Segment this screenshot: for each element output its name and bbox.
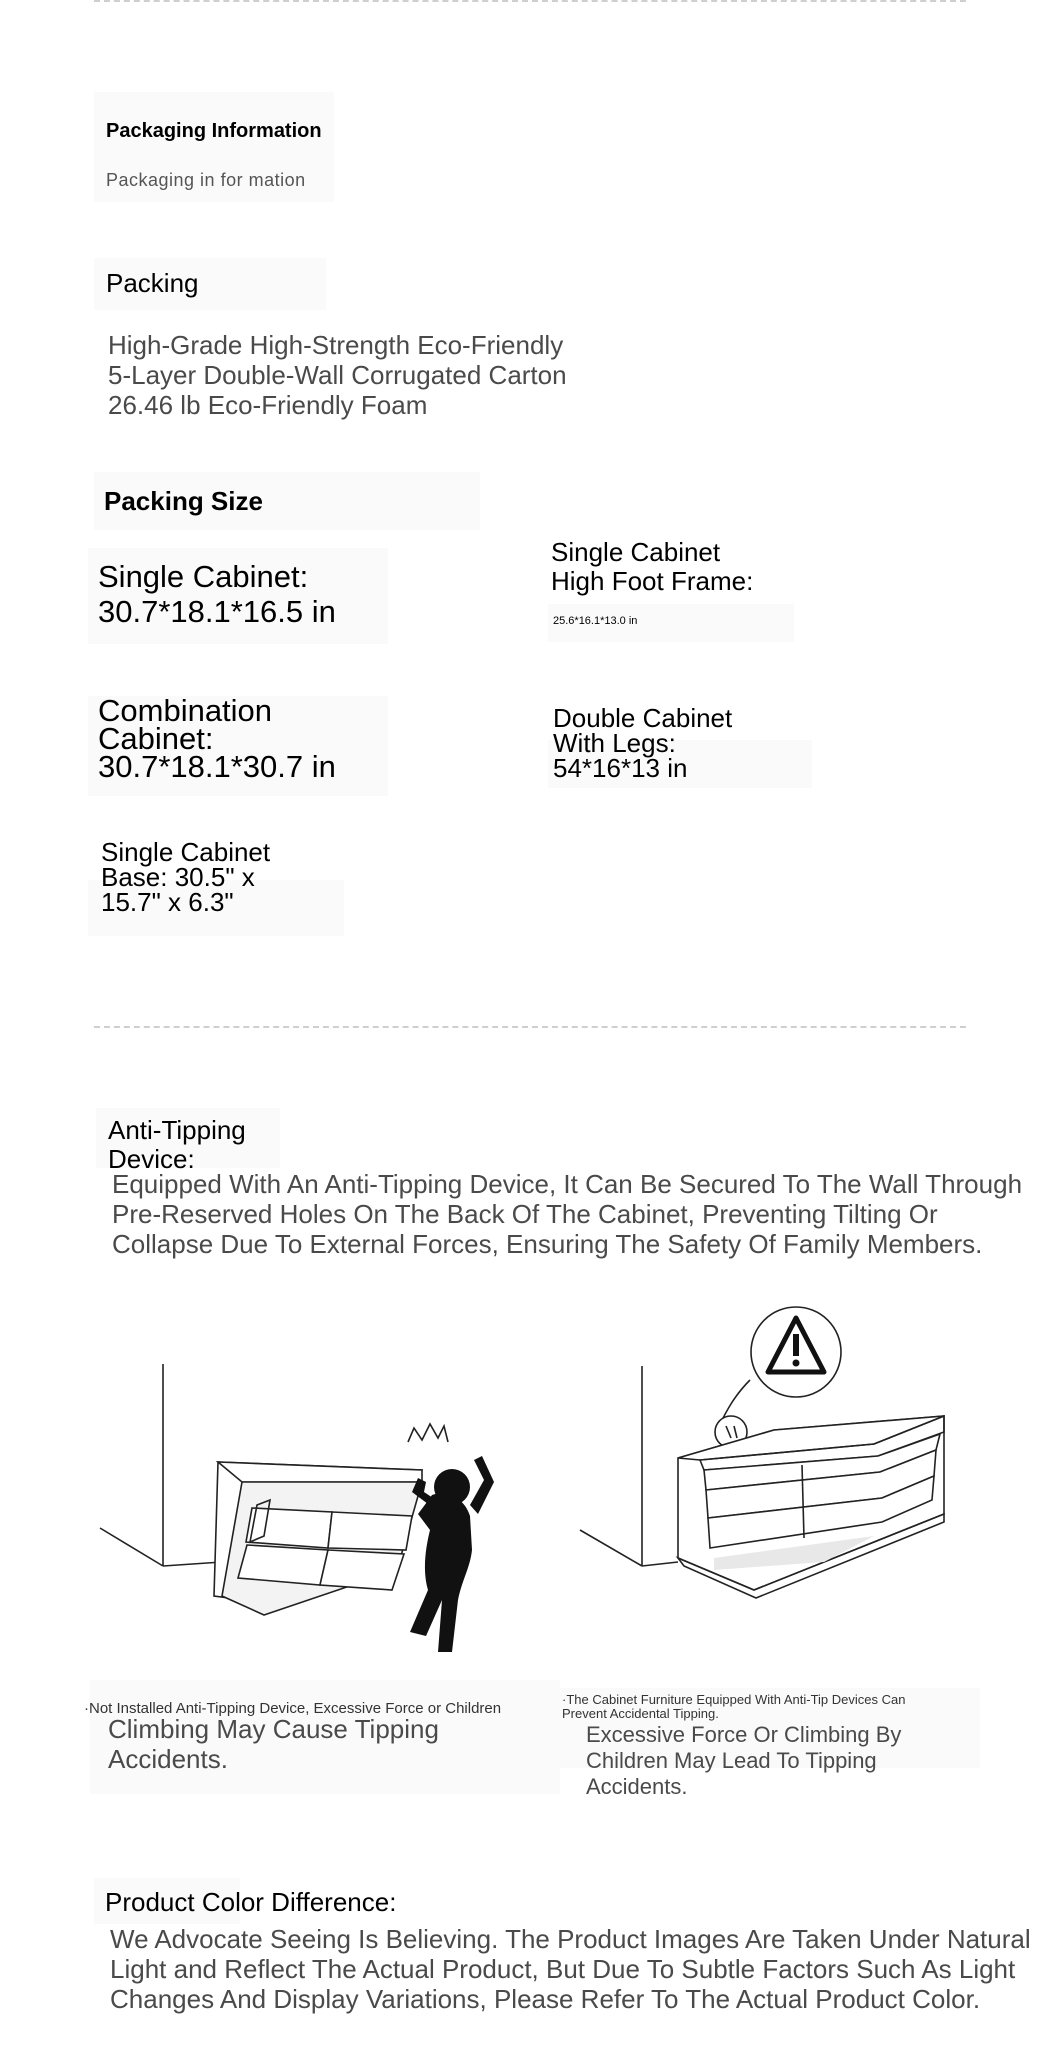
single-high-foot-label: Single Cabinet <box>551 537 721 567</box>
child-figure <box>410 1456 494 1652</box>
combination-label: Combination <box>98 693 273 728</box>
top-divider <box>94 0 966 2</box>
middle-divider <box>94 1026 966 1028</box>
secured-illustration <box>574 1300 974 1620</box>
anti-tipping-title <box>108 1116 246 1174</box>
packing-title: Packing <box>106 268 199 298</box>
left-caption-line: Accidents. <box>108 1744 228 1774</box>
double-legs-value: 54*16*13 in <box>553 753 688 783</box>
anti-tipping-line: Pre-Reserved Holes On The Back Of The Cabinet, Preventing Tilting Or <box>112 1199 938 1229</box>
packing-line: 5-Layer Double-Wall Corrugated Carton <box>108 360 567 390</box>
single-base-label: Single Cabinet <box>101 837 271 867</box>
single-base-label: Base: 30.5" x <box>101 862 255 892</box>
color-difference-line: Light and Reflect The Actual Product, But Due To Subtle Factors Such As Light <box>110 1954 1016 1984</box>
right-caption-line: Accidents. <box>586 1774 688 1799</box>
right-caption-small-line: ·The Cabinet Furniture Equipped With Anti-Tip Devices Can <box>562 1692 906 1707</box>
anti-tipping-description <box>112 1169 1022 1259</box>
single-cabinet-value: 30.7*18.1*16.5 in <box>98 594 336 629</box>
left-caption-small: ·Not Installed Anti-Tipping Device, Excessive Force or Children <box>84 1700 502 1717</box>
floor-line <box>163 1562 222 1566</box>
tipping-illustration <box>92 1300 522 1670</box>
anti-tipping-line: Equipped With An Anti-Tipping Device, It Can Be Secured To The Wall Through <box>112 1169 1023 1199</box>
floor-line <box>580 1530 642 1566</box>
double-legs-size <box>553 703 733 783</box>
color-difference-title: Product Color Difference: <box>105 1887 397 1917</box>
right-caption-line: Excessive Force Or Climbing By <box>586 1722 902 1747</box>
right-caption-line: Children May Lead To Tipping <box>586 1748 877 1773</box>
right-caption-small <box>562 1693 905 1721</box>
left-caption <box>108 1714 439 1774</box>
anti-tipping-title-line: Device: <box>108 1144 195 1174</box>
color-difference-line: We Advocate Seeing Is Believing. The Product Images Are Taken Under Natural <box>110 1924 1031 1954</box>
single-base-size <box>101 837 271 917</box>
packing-description <box>108 330 567 420</box>
single-high-foot-value: 25.6*16.1*13.0 in <box>553 615 638 627</box>
single-cabinet-label: Single Cabinet: <box>98 559 309 594</box>
double-legs-label: With Legs: <box>553 728 676 758</box>
right-caption <box>586 1722 901 1800</box>
combination-label: Cabinet: <box>98 721 214 756</box>
anti-tipping-title-line: Anti-Tipping <box>108 1115 246 1145</box>
packing-size-title: Packing Size <box>104 486 263 516</box>
single-high-foot-size <box>551 538 753 596</box>
impact-burst <box>408 1424 448 1442</box>
color-difference-description <box>110 1924 1031 2014</box>
single-cabinet-size <box>98 559 336 629</box>
single-high-foot-label: High Foot Frame: <box>551 566 754 596</box>
combination-size <box>98 693 336 784</box>
right-caption-small-line: Prevent Accidental Tipping. <box>562 1706 719 1721</box>
packing-line: 26.46 lb Eco-Friendly Foam <box>108 390 428 420</box>
floor-line <box>100 1528 163 1566</box>
packing-line: High-Grade High-Strength Eco-Friendly <box>108 330 564 360</box>
single-base-label: 15.7" x 6.3" <box>101 887 234 917</box>
packaging-info-title: Packaging Information <box>106 120 322 142</box>
packaging-info-subtitle: Packaging in for mation <box>106 170 306 190</box>
left-caption-line: Climbing May Cause Tipping <box>108 1714 439 1744</box>
color-difference-line: Changes And Display Variations, Please Refer To The Actual Product Color. <box>110 1984 981 2014</box>
combination-value: 30.7*18.1*30.7 in <box>98 749 336 784</box>
anti-tipping-line: Collapse Due To External Forces, Ensuring The Safety Of Family Members. <box>112 1229 983 1259</box>
double-legs-label: Double Cabinet <box>553 703 733 733</box>
floor-line <box>642 1562 678 1566</box>
